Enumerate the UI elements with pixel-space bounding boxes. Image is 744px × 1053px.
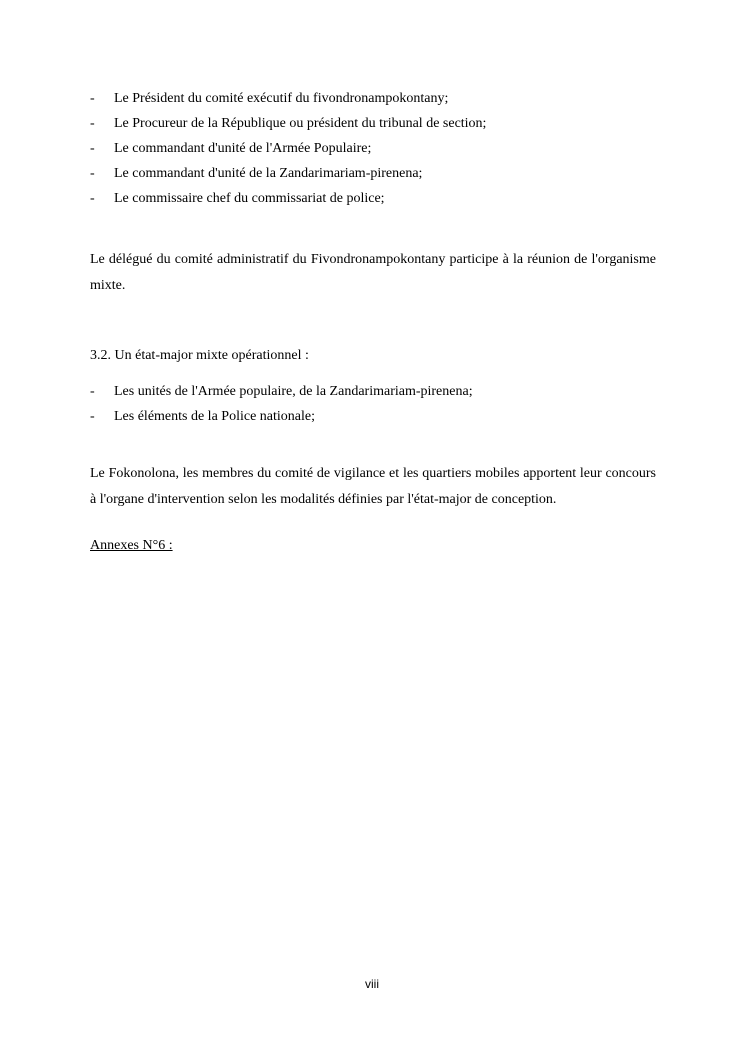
list-item-text: Le commissaire chef du commissariat de police;	[114, 191, 385, 206]
list-item	[90, 111, 656, 136]
dash-marker: -	[90, 141, 95, 156]
dash-marker: -	[90, 116, 95, 131]
list-item-text: Le commandant d'unité de la Zandarimariam-pirenena;	[114, 166, 423, 181]
annexes-label	[90, 533, 656, 559]
list-item-text: Le commandant d'unité de l'Armée Populaire;	[114, 141, 372, 156]
units-list	[90, 379, 656, 429]
list-item	[90, 86, 656, 111]
dash-marker: -	[90, 409, 95, 424]
list-item	[90, 136, 656, 161]
list-item	[90, 404, 656, 429]
list-item-text: Le Procureur de la République ou président du tribunal de section;	[114, 116, 487, 131]
officials-list	[90, 86, 656, 211]
dash-marker: -	[90, 191, 95, 206]
page-number: viii	[365, 977, 379, 991]
section-heading: 3.2. Un état-major mixte opérationnel :	[90, 348, 309, 363]
list-item	[90, 186, 656, 211]
list-item	[90, 379, 656, 404]
annexes-label-text: Annexes N°6 :	[90, 538, 173, 553]
list-item-text: Le Président du comité exécutif du fivondronampokontany;	[114, 91, 449, 106]
page-content	[90, 86, 656, 559]
paragraph-fokonolona: Le Fokonolona, les membres du comité de vigilance et les quartiers mobiles apportent leur concours à l'organe d'intervention selon les modalités définies par l'état-major de conception.	[90, 466, 656, 507]
paragraph-delegate: Le délégué du comité administratif du Fivondronampokontany participe à la réunion de l'organisme mixte.	[90, 252, 656, 293]
dash-marker: -	[90, 384, 95, 399]
dash-marker: -	[90, 91, 95, 106]
list-item-text: Les unités de l'Armée populaire, de la Zandarimariam-pirenena;	[114, 384, 473, 399]
list-item-text: Les éléments de la Police nationale;	[114, 409, 315, 424]
dash-marker: -	[90, 166, 95, 181]
list-item	[90, 161, 656, 186]
